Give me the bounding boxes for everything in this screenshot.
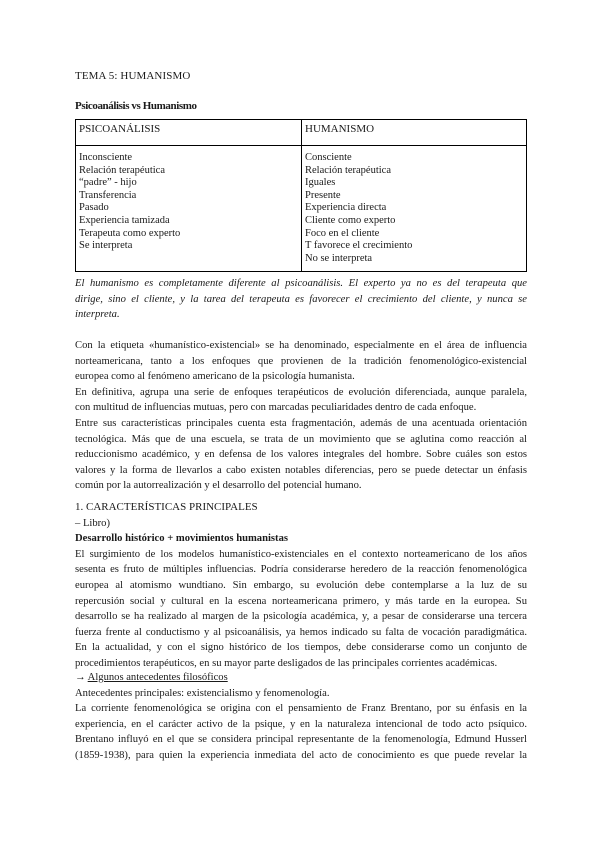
table-cell-item: T favorece el crecimiento — [305, 240, 413, 252]
table-cell-item: Foco en el cliente — [305, 227, 380, 239]
table-header-cell: PSICOANÁLISIS — [76, 120, 302, 146]
table-cell-item: Relación terapéutica — [305, 164, 391, 176]
comparison-table — [75, 119, 527, 272]
arrow-icon: → — [75, 672, 86, 683]
paragraph-line: fuerza frente al conductismo y al psicoanálisis, ya hemos indicado su falta de vocación paradigmática. — [75, 626, 527, 638]
section-1 — [75, 500, 527, 672]
paragraph-line: En la actualidad, y con el signo histórico de los tiempos, debe considerarse como un conjunto de — [75, 642, 527, 654]
paragraph-line: norteamericana, tanto a los enfoques que provienen de la tradición fenomenológico-existencial — [75, 355, 527, 367]
table-cell-item: Experiencia directa — [305, 202, 387, 214]
paragraph-line: común por la autorrealización y el desarrollo del potencial humano. — [75, 480, 362, 492]
table-cell-item: Consciente — [305, 152, 352, 163]
section-heading: 1. CARACTERÍSTICAS PRINCIPALES — [75, 501, 258, 513]
table-cell-item: Terapeuta como experto — [79, 227, 181, 239]
table-cell-item: Transferencia — [79, 189, 137, 201]
paragraph-line: con multitud de influencias mutuas, pero con marcadas peculiaridades dentro de cada enfoque. — [75, 402, 477, 414]
section-2 — [75, 670, 527, 764]
table-header-cell: HUMANISMO — [302, 120, 527, 146]
table-cell-item: Cliente como experto — [305, 214, 396, 226]
paragraph-line: (1859-1938), para quien la experiencia inmediata del acto de conocimiento es que puede revelar la — [75, 749, 527, 761]
paragraph-line: sesenta es fruto de múltiples influencias. Podría considerarse heredero de la reacción fenomenológica — [75, 564, 527, 576]
table-cell-item: Pasado — [79, 202, 109, 214]
paragraph-line: Entre sus características principales cuenta esta fragmentación, además de una acentuada orientación — [75, 417, 527, 429]
table-cell-item: Experiencia tamizada — [79, 214, 170, 226]
table-cell-item: Inconsciente — [79, 152, 133, 163]
table-cell-item: Presente — [305, 189, 341, 201]
paragraph-line: El surgimiento de los modelos humanístico-existenciales en el contexto norteamericano de los años — [75, 548, 527, 560]
subsection-title: Algunos antecedentes filosóficos — [87, 672, 228, 683]
intro-section — [75, 338, 527, 494]
italic-note — [75, 276, 527, 323]
paragraph-line: En definitiva, agrupa una serie de enfoques terapéuticos de evolución diferenciada, aunque paralela, — [75, 386, 527, 398]
table-row — [76, 146, 527, 272]
table-cell-item: Relación terapéutica — [79, 164, 165, 176]
paragraph-line: reduccionismo académico, y en defensa de los valores integrales del hombre. Sobre cuáles son estos — [75, 449, 527, 461]
paragraph-line: procedimientos terapéuticos, en su mayor parte desligados de las principales corrientes académicas. — [75, 657, 498, 669]
paragraph-line: La corriente fenomenológica se origina con el pensamiento de Franz Brentano, por su énfasis en la — [75, 703, 527, 715]
paragraph-line: Con la etiqueta «humanístico-existencial» se ha denominado, especialmente en el área de influencia — [75, 340, 527, 351]
table-header-row — [76, 120, 527, 146]
paragraph-line: valores y la forma de llevarlos a cabo existen notables diferencias, pero se puede detectar un énfasis — [75, 464, 527, 476]
section-subtitle: Psicoanálisis vs Humanismo — [75, 100, 197, 112]
paragraph-line: experiencia, en el carácter activo de la psique, y en la naturaleza intencional de todo acto psíquico. — [75, 718, 527, 730]
note-line: dirige, sino el cliente, y la tarea del terapeuta es favorecer el crecimiento del cliente, y nunca se — [75, 293, 527, 305]
note-line: El humanismo es completamente diferente al psicoanálisis. El experto ya no es del terapeuta que — [75, 278, 527, 289]
paragraph-line: Brentano influyó en el que se considera principal representante de la fenomenología, Edmund Husserl — [75, 734, 527, 746]
paragraph-line: tecnológica. Más que de una escuela, se trata de un movimiento que se aglutina como reacción al — [75, 433, 527, 445]
subsection-heading — [75, 670, 527, 686]
paragraph-line: desarrollo se ha realizado al margen de la psicología académica, y, a pesar de considerarse una tercera — [75, 611, 527, 623]
paragraph-line: repercusión social y cultural en la escena norteamericana primero, y más tarde en la europea. Su — [75, 595, 527, 607]
paragraph-line: Antecedentes principales: existencialismo y fenomenología. — [75, 687, 330, 699]
table-cell-item: Se interpreta — [79, 240, 133, 252]
note-line: interpreta. — [75, 309, 120, 321]
document-title: TEMA 5: HUMANISMO — [75, 70, 191, 82]
paragraph-line: europea como al fenómeno americano de la psicología humanista. — [75, 371, 355, 383]
section-subheading: Desarrollo histórico + movimientos humanistas — [75, 533, 289, 545]
psicoanalisis-column — [76, 146, 302, 272]
paragraph-line: europea al atomismo wundtiano. Sin embargo, su evolución debe contemplarse a la luz de su — [75, 579, 527, 591]
table-cell-item: No se interpreta — [305, 252, 373, 264]
humanismo-column — [302, 146, 527, 272]
table-cell-item: Iguales — [305, 177, 336, 189]
table-cell-item: “padre” - hijo — [79, 177, 137, 189]
section-source: – Libro) — [75, 517, 111, 529]
